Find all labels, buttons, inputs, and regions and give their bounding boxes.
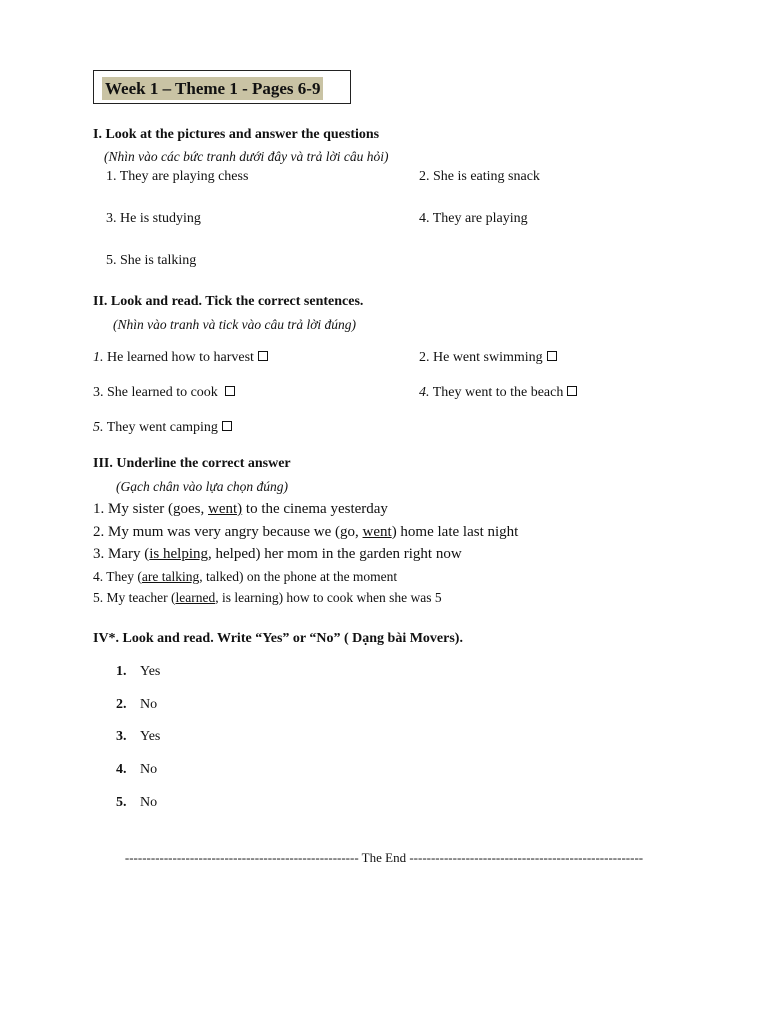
section4-heading: IV*. Look and read. Write “Yes” or “No” ( Dạng bài Movers). — [93, 631, 463, 646]
item-text: He went swimming — [429, 350, 543, 365]
item-text-after: , helped) her mom in the garden right now — [208, 546, 462, 562]
checkbox[interactable] — [547, 351, 557, 361]
underlined-answer: went) — [208, 501, 243, 517]
item-number: 5. — [93, 420, 104, 435]
page-title: Week 1 – Theme 1 - Pages 6-9 — [102, 77, 323, 100]
item-answer: No — [140, 697, 158, 712]
item-number: 4. — [419, 385, 430, 400]
section2-item-4 — [419, 385, 577, 401]
underlined-answer: went — [362, 524, 392, 540]
section1-answer-2: 2. She is eating snack — [419, 169, 540, 184]
item-number: 5. — [116, 795, 127, 810]
section2-item-3 — [93, 385, 235, 401]
section1-instruction: (Nhìn vào các bức tranh dưới đây và trả lời câu hỏi) — [104, 149, 389, 164]
section3-instruction: (Gạch chân vào lựa chọn đúng) — [116, 479, 288, 494]
section2-instruction: (Nhìn vào tranh và tick vào câu trả lời đúng) — [113, 317, 357, 332]
title-box — [93, 70, 351, 104]
section4-item-2 — [116, 697, 157, 713]
section3-item-5 — [93, 590, 442, 606]
item-text: She learned to cook — [103, 385, 222, 400]
item-text-before: 3. Mary ( — [93, 546, 150, 562]
underlined-answer: learned — [175, 590, 216, 605]
item-number: 3. — [116, 729, 127, 744]
underlined-answer: are talking — [141, 569, 200, 584]
item-text-after: ) home late last night — [391, 524, 519, 540]
item-answer: No — [140, 762, 158, 777]
item-number: 4. — [116, 762, 127, 777]
item-text-after: , talked) on the phone at the moment — [199, 569, 398, 584]
the-end-footer: ------------------------------------------------------ The End ------------------------------------------------------ — [124, 850, 644, 865]
item-number: 1. — [93, 350, 104, 365]
item-answer: Yes — [140, 729, 161, 744]
item-text: They went camping — [103, 420, 218, 435]
item-text: They went to the beach — [429, 385, 564, 400]
section4-item-3 — [116, 729, 160, 745]
item-answer: Yes — [140, 664, 161, 679]
underlined-answer: is helping — [149, 546, 208, 562]
section3-heading: III. Underline the correct answer — [93, 456, 291, 471]
item-text-before: 4. They ( — [93, 569, 142, 584]
item-text-before: 2. My mum was very angry because we (go, — [93, 524, 363, 540]
item-answer: No — [140, 795, 158, 810]
section1-answer-4: 4. They are playing — [419, 211, 528, 226]
item-text-after: , is learning) how to cook when she was 5 — [215, 590, 442, 605]
section2-item-5 — [93, 420, 232, 436]
section1-answer-3: 3. He is studying — [106, 211, 201, 226]
item-text: He learned how to harvest — [103, 350, 254, 365]
item-text-before: 1. My sister (goes, — [93, 501, 208, 517]
section3-item-3 — [93, 546, 462, 563]
item-number: 2. — [419, 350, 430, 365]
section1-heading: I. Look at the pictures and answer the questions — [93, 127, 380, 142]
section4-item-5 — [116, 795, 157, 811]
section4-item-1 — [116, 664, 160, 680]
section3-item-2 — [93, 524, 518, 541]
checkbox[interactable] — [222, 421, 232, 431]
section3-item-4 — [93, 569, 397, 585]
section2-heading: II. Look and read. Tick the correct sentences. — [93, 294, 364, 309]
checkbox[interactable] — [567, 386, 577, 396]
section3-item-1 — [93, 501, 388, 518]
section2-item-2 — [419, 350, 557, 366]
section1-answer-1: 1. They are playing chess — [106, 169, 249, 184]
checkbox[interactable] — [258, 351, 268, 361]
section2-item-1 — [93, 350, 268, 366]
checkbox[interactable] — [225, 386, 235, 396]
section4-item-4 — [116, 762, 157, 778]
item-number: 3. — [93, 385, 104, 400]
item-text-after: to the cinema yesterday — [242, 501, 388, 517]
item-text-before: 5. My teacher ( — [93, 590, 176, 605]
item-number: 1. — [116, 664, 127, 679]
section1-answer-5: 5. She is talking — [106, 253, 197, 268]
item-number: 2. — [116, 697, 127, 712]
